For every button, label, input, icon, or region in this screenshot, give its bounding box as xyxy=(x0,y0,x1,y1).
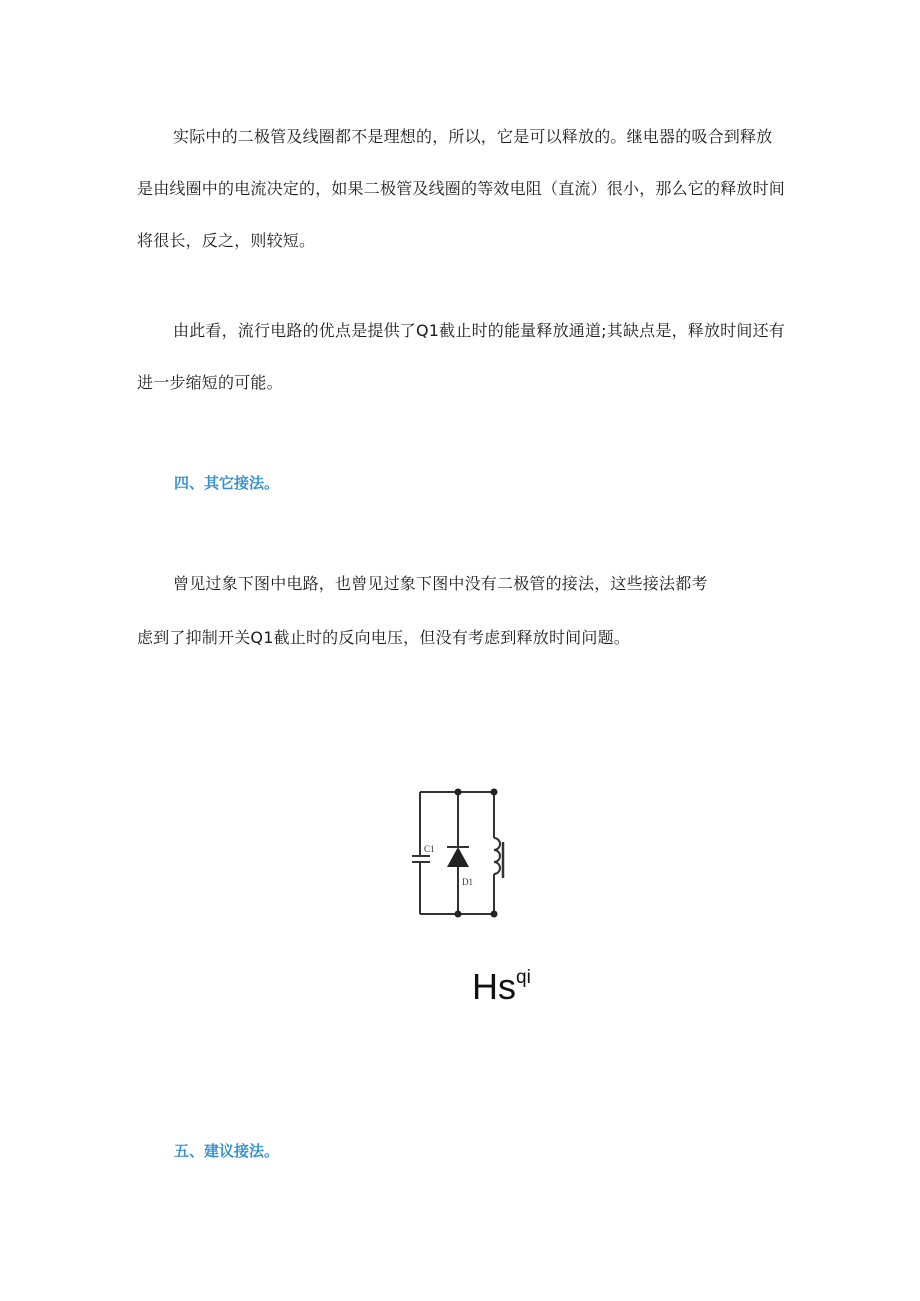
paragraph-circuit-summary: 由此看，流行电路的优点是提供了Q1截止时的能量释放通道;其缺点是，释放时间还有进一步缩短的可能。 xyxy=(137,321,785,392)
capacitor-label: C1 xyxy=(424,844,435,854)
caption-main: Hs xyxy=(472,966,516,1007)
circuit-diagram xyxy=(408,782,518,924)
diode-label: D1 xyxy=(462,877,473,887)
paragraph-release-explanation: 实际中的二极管及线圈都不是理想的，所以，它是可以释放的。继电器的吸合到释放是由线圈中的电流决定的，如果二极管及线圈的等效电阻（直流）很小，那么它的释放时间将很长，反之，则较短。 xyxy=(137,127,786,250)
paragraph-line: 虑到了抑制开关Q1截止时的反向电压，但没有考虑到释放时间问题。 xyxy=(137,628,630,647)
figure-caption xyxy=(472,966,531,1008)
section-heading-suggested-method: 五、建议接法。 xyxy=(174,1142,280,1160)
paragraph-line: 曾见过象下图中电路，也曾见过象下图中没有二极管的接法，这些接法都考 xyxy=(173,574,708,593)
diode-symbol xyxy=(447,847,469,867)
section-heading-other-methods: 四、其它接法。 xyxy=(174,474,280,492)
caption-superscript: qi xyxy=(516,967,531,988)
circuit-diagram-svg xyxy=(408,782,518,924)
